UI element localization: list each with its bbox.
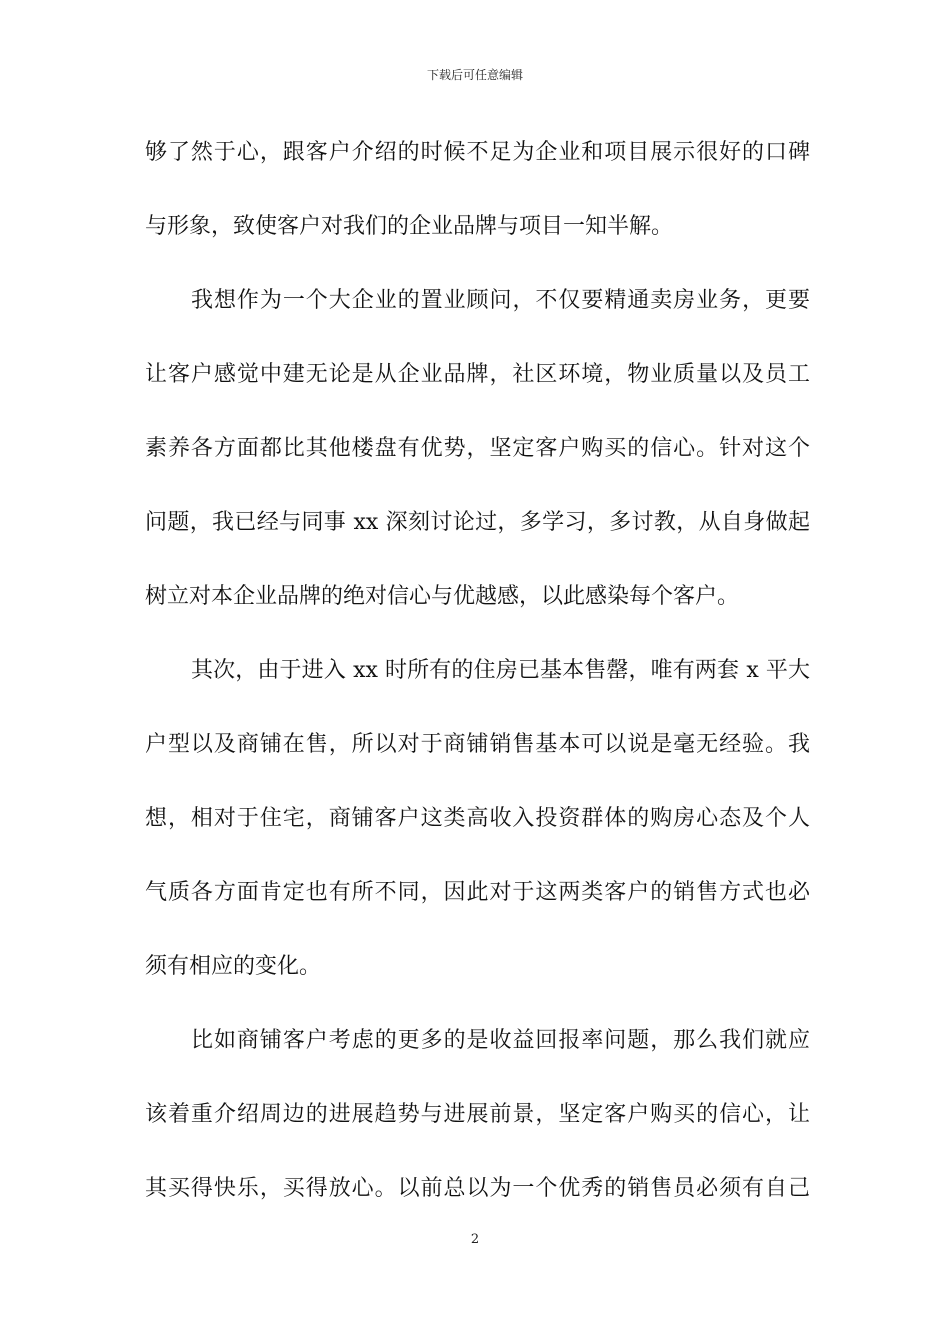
text-line: 素养各方面都比其他楼盘有优势，坚定客户购买的信心。针对这个: [145, 436, 810, 461]
paragraph-first-line: 其次，由于进入 xx 时所有的住房已基本售罄，唯有两套 x 平大: [191, 658, 810, 683]
page-header: 下载后可任意编辑: [426, 68, 523, 82]
paragraph-first-line: 我想作为一个大企业的置业顾问，不仅要精通卖房业务，更要: [191, 288, 810, 313]
text-line: 问题，我已经与同事 xx 深刻讨论过，多学习，多讨教，从自身做起: [145, 510, 810, 535]
text-line: 够了然于心，跟客户介绍的时候不足为企业和项目展示很好的口碑: [145, 140, 810, 165]
text-line: 树立对本企业品牌的绝对信心与优越感，以此感染每个客户。: [145, 584, 740, 609]
text-line: 该着重介绍周边的进展趋势与进展前景，坚定客户购买的信心，让: [145, 1102, 810, 1127]
text-line: 其买得快乐，买得放心。以前总以为一个优秀的销售员必须有自己: [145, 1176, 810, 1201]
text-line: 须有相应的变化。: [145, 954, 322, 979]
text-line: 气质各方面肯定也有所不同，因此对于这两类客户的销售方式也必: [145, 880, 810, 905]
text-line: 想，相对于住宅，商铺客户这类高收入投资群体的购房心态及个人: [145, 806, 810, 831]
paragraph-first-line: 比如商铺客户考虑的更多的是收益回报率问题，那么我们就应: [191, 1028, 810, 1053]
text-line: 让客户感觉中建无论是从企业品牌，社区环境，物业质量以及员工: [145, 362, 810, 387]
page-number: 2: [470, 1232, 480, 1247]
document-body: [145, 130, 810, 1240]
text-line: 与形象，致使客户对我们的企业品牌与项目一知半解。: [145, 214, 674, 239]
text-line: 户型以及商铺在售，所以对于商铺销售基本可以说是毫无经验。我: [145, 732, 810, 757]
